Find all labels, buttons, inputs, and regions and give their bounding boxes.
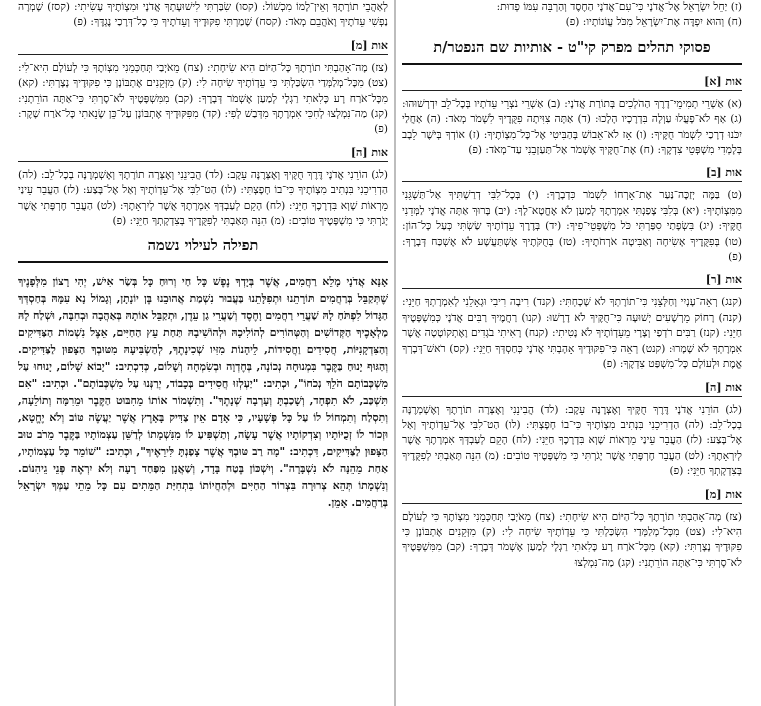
column-divider [394, 0, 396, 706]
letter-heading: אות [א] [402, 75, 742, 91]
prayer-title: תפילה לעילוי נשמה [18, 237, 388, 263]
letter-heading: אות [ה] [18, 146, 388, 162]
letter-heading: אות [מ] [18, 39, 388, 55]
verse-paragraph: (קנג) רְאֵה־עָנְיִי וְחַלְּצֵנִי כִּי־תוֹרָתְךָ לֹא שָׁכָחְתִּי: (קנד) רִיבָה רִיבִי וּגְאָלֵנִי לְאִמְרָתְךָ חַיֵּנִי: (קנה) רָחוֹק מֵרְשָׁעִים יְשׁוּעָה כִּי־חֻקֶּיךָ לֹא דָרָשׁוּ: (קנו) רַחֲמֶיךָ רַבִּים אֲדֹנָי כְּמִשְׁפָּטֶיךָ חַיֵּנִי: (קנז) רַבִּים רֹדְפַי וְצָרָי מֵעֵדְוֹתֶיךָ לֹא נָטִיתִי: (קנח) רָאִיתִי בֹגְדִים וָאֶתְקוֹטָטָה אֲשֶׁר אִמְרָתְךָ לֹא שָׁמָרוּ: (קנט) רְאֵה כִּי־פִקּוּדֶיךָ אָהָבְתִּי אֲדֹנָי כְּחַסְדְּךָ חַיֵּנִי: (קס) רֹאשׁ־דְּבָרְךָ אֱמֶת וּלְעוֹלָם כָּל־מִשְׁפַּט צִדְקֶךָ: (פ) [402, 296, 742, 371]
left-column [18, 0, 388, 706]
verse-paragraph: (ט) בַּמֶּה יְזַכֶּה־נַּעַר אֶת־אָרְחוֹ לִשְׁמֹר כִּדְבָרֶךָ: (י) בְּכָל־לִבִּי דְרַשְׁתִּיךָ אַל־תַּשְׁגֵּנִי מִמִּצְוֹתֶיךָ: (יא) בְּלִבִּי צָפַנְתִּי אִמְרָתֶךָ לְמַעַן לֹא אֶחֱטָא־לָךְ: (יב) בָּרוּךְ אַתָּה אֲדֹנָי לַמְּדֵנִי חֻקֶּיךָ: (יג) בִּשְׂפָתַי סִפַּרְתִּי כֹּל מִשְׁפְּטֵי־פִיךָ: (יד) בְּדֶרֶךְ עֵדְוֹתֶיךָ שַׂשְׂתִּי כְּעַל כָּל־הוֹן: (טו) בְּפִקֻּדֶיךָ אָשִׂיחָה וְאַבִּיטָה אֹרְחֹתֶיךָ: (טז) בְּחֻקֹּתֶיךָ אֶשְׁתַּעֲשָׁע לֹא אֶשְׁכַּח דְּבָרֶךָ: (פ) [402, 189, 742, 264]
verse-paragraph: (לג) הוֹרֵנִי אֲדֹנָי דֶּרֶךְ חֻקֶּיךָ וְאֶצְּרֶנָּה עֵקֶב: (לד) הֲבִינֵנִי וְאֶצְּרָה תוֹרָתֶךָ וְאֶשְׁמְרֶנָּה בְכָל־לֵב: (לה) הַדְרִיכֵנִי בִּנְתִיב מִצְוֹתֶיךָ כִּי־בוֹ חָפָצְתִּי: (לו) הַט־לִבִּי אֶל־עֵדְוֹתֶיךָ וְאַל אֶל־בָּצַע: (לז) הַעֲבֵר עֵינַי מֵרְאוֹת שָׁוְא בִּדְרָכֶךָ חַיֵּנִי: (לח) הָקֵם לְעַבְדְּךָ אִמְרָתֶךָ אֲשֶׁר לְיִרְאָתֶךָ: (לט) הַעֲבֵר חֶרְפָּתִי אֲשֶׁר יָגֹרְתִּי כִּי מִשְׁפָּטֶיךָ טוֹבִים: (מ) הִנֵּה תָּאַבְתִּי לְפִקֻּדֶיךָ בְּצִדְקָתְךָ חַיֵּנִי: (פ) [402, 403, 742, 478]
verse-line: (ז) יַחֵל יִשְׂרָאֵל אֶל־אֲדֹנָי כִּי־עִם־אֲדֹנָי הַחֶסֶד וְהַרְבֵּה עִמּוֹ פְדוּת: [496, 1, 742, 13]
verse-paragraph: (א) אַשְׁרֵי תְמִימֵי־דָרֶךְ הַהֹלְכִים בְּתוֹרַת אֲדֹנָי: (ב) אַשְׁרֵי נֹצְרֵי עֵדֹתָיו בְּכָל־לֵב יִדְרְשׁוּהוּ: (ג) אַף לֹא־פָעֲלוּ עַוְלָה בִּדְרָכָיו הָלָכוּ: (ד) אַתָּה צִוִּיתָה פִקֻּדֶיךָ לִשְׁמֹר מְאֹד: (ה) אַחֲלַי יִכֹּנוּ דְרָכַי לִשְׁמֹר חֻקֶּיךָ: (ו) אָז לֹא־אֵבוֹשׁ בְּהַבִּיטִי אֶל־כָּל־מִצְוֹתֶיךָ: (ז) אוֹדְךָ בְּיֹשֶׁר לֵבָב בְּלָמְדִי מִשְׁפְּטֵי צִדְקֶךָ: (ח) אֶת־חֻקֶּיךָ אֶשְׁמֹר אַל־תַּעַזְבֵנִי עַד־מְאֹד: (פ) [402, 97, 742, 157]
psalms-section-title: פסוקי תהלים מפרק קי"ט - אותיות שם הנפטר/ת [402, 39, 742, 65]
right-column [402, 0, 742, 706]
letter-heading: אות [ב] [402, 166, 742, 182]
verse-paragraph: (צז) מָה־אָהַבְתִּי תוֹרָתֶךָ כָּל־הַיּוֹם הִיא שִׂיחָתִי: (צח) מֵאֹיְבַי תְּחַכְּמֵנִי מִצְוֹתֶךָ כִּי לְעוֹלָם הִיא־לִי: (צט) מִכָּל־מְלַמְּדַי הִשְׂכַּלְתִּי כִּי עֵדְוֹתֶיךָ שִׂיחָה לִי: (ק) מִזְּקֵנִים אֶתְבּוֹנָן כִּי פִקּוּדֶיךָ נָצָרְתִּי: (קא) מִכָּל־אֹרַח רָע כָּלִאתִי רַגְלָי לְמַעַן אֶשְׁמֹר דְּבָרֶךָ: (קב) מִמִּשְׁפָּטֶיךָ לֹא־סָרְתִּי כִּי־אַתָּה הוֹרֵתָנִי: (קג) מַה־נִּמְלְצוּ לְחִכִּי אִמְרָתֶךָ מִדְּבַשׁ לְפִי: (קד) מִפִּקּוּדֶיךָ אֶתְבּוֹנָן עַל־כֵּן שָׂנֵאתִי כָּל־אֹרַח שָׁקֶר: (פ) [18, 61, 388, 136]
verse-paragraph: (צז) מָה־אָהַבְתִּי תוֹרָתֶךָ כָּל־הַיּוֹם הִיא שִׂיחָתִי: (צח) מֵאֹיְבַי תְּחַכְּמֵנִי מִצְוֹתֶךָ כִּי לְעוֹלָם הִיא־לִי: (צט) מִכָּל־מְלַמְּדַי הִשְׂכַּלְתִּי כִּי עֵדְוֹתֶיךָ שִׂיחָה לִי: (ק) מִזְּקֵנִים אֶתְבּוֹנָן כִּי פִקּוּדֶיךָ נָצָרְתִּי: (קא) מִכָּל־אֹרַח רָע כָּלִאתִי רַגְלָי לְמַעַן אֶשְׁמֹר דְּבָרֶךָ: (קב) מִמִּשְׁפָּטֶיךָ לֹא־סָרְתִּי כִּי־אַתָּה הוֹרֵתָנִי: (קג) מַה־נִּמְלְצוּ [402, 510, 742, 569]
verse-paragraph: לְאַהֲבֵי תוֹרָתֶךָ וְאֵין־לָמוֹ מִכְשׁוֹל: (קסו) שִׂבַּרְתִּי לִישׁוּעָתְךָ אֲדֹנָי וּמִצְוֹתֶיךָ עָשִׂיתִי: (קסז) שָׁמְרָה נַפְשִׁי עֵדֹתֶיךָ וָאֹהֲבֵם מְאֹד: (קסח) שָׁמַרְתִּי פִקּוּדֶיךָ וְעֵדֹתֶיךָ כִּי כָל־דְּרָכַי נֶגְדֶּךָ: (פ) [18, 1, 388, 29]
verse-line: (ח) וְהוּא יִפְדֶּה אֶת־יִשְׂרָאֵל מִכֹּל עֲוֹנוֹתָיו: (פ) [565, 16, 742, 29]
memorial-prayer-text: אָנָּא אֲדֹנָי מָלֵא רַחֲמִים, אֲשֶׁר בְּיָדְךָ נֶפֶשׁ כָּל חַי וְרוּחַ כָּל בְּשַׂר אִישׁ, יְהִי רָצוֹן מִלְּפָנֶיךָ שֶׁתְּקַבֵּל בְּרַחֲמִים תּוֹרָתֵנוּ וּתְפִלָּתֵנוּ בַּעֲבוּר נִשְׁמַת אֲהוּבֵנוּ בֶּן יוֹנָתָן, וְגָמוֹל נָא עִמָּהּ בְּחַסְדְּךָ הַגָּדוֹל לִפְתֹּחַ לָהּ שַׁעֲרֵי רַחֲמִים וָחֶסֶד וְשַׁעֲרֵי גַן עֵדֶן, וּתְקַבֵּל אוֹתָהּ בְּאַהֲבָה וּבְחִבָּה, וּשְׁלַח לָהּ מַלְאָכֶיךָ הַקְּדוֹשִׁים וְהַטְּהוֹרִים לְהוֹלִיכָהּ וּלְהוֹשִׁיבָהּ תַּחַת עֵץ הַחַיִּים, אֵצֶל נִשְׁמוֹת הַצַּדִּיקִים וְהַצִּדְקָנִיּוֹת, חֲסִידִים וַחֲסִידוֹת, לֵיהָנוֹת מִזִּיו שְׁכִינָתֶךָ, לְהַשְׂבִּיעָהּ מִטּוּבְךָ הַצָּפוּן לַצַּדִּיקִים. וְהַגּוּף יָנוּחַ בַּקֶּבֶר בִּמְנוּחָה נְכוֹנָה, בְּחֶדְוָה וּבְשִׂמְחָה וְשָׁלוֹם, כְּדִכְתִיב: "יָבוֹא שָׁלוֹם, יָנוּחוּ עַל מִשְׁכְּבוֹתָם הֹלֵךְ נְכֹחוֹ", וּכְתִיב: "יַעְלְזוּ חֲסִידִים בְּכָבוֹד, יְרַנְּנוּ עַל מִשְׁכְּבוֹתָם". וּכְתִיב: "אִם תִּשְׁכַּב, לֹא תִפְחָד, וְשָׁכַבְתָּ וְעָרְבָה שְׁנָתֶךָ". וְתִשְׁמוֹר אוֹתוֹ מֵחִבּוּט הַקֶּבֶר וּמֵרִמָּה וְתוֹלֵעָה, וְתִסְלַח וְתִמְחוֹל לוֹ עַל כָּל פְּשָׁעָיו, כִּי אָדָם אֵין צַדִּיק בָּאָרֶץ אֲשֶׁר יַעֲשֶׂה טּוֹב וְלֹא יֶחֱטָא, וּזְכוֹר לוֹ זְכֻיּוֹתָיו וְצִדְקוֹתָיו אֲשֶׁר עָשָׂה, וְתַשְׁפִּיעַ לוֹ מִנִּשְׁמָתוֹ לְדַשֵּׁן עַצְמוֹתָיו בַּקֶּבֶר מֵרֹב טוּב הַצָּפוּן לַצַּדִּיקִים, דִּכְתִיב: "מָה רַב טּוּבְךָ אֲשֶׁר צָפַנְתָּ לִּירֵאֶיךָ", וּכְתִיב: "שׁוֹמֵר כָּל עַצְמוֹתָיו, אַחַת מֵהֵנָּה לֹא נִשְׁבָּרָה". וְיִשְׁכּוֹן בֶּטַח בָּדָד, וְשַׁאֲנָן מִפַּחַד רָעָה וְלֹא יִרְאֶה פְּנֵי גֵיהִנּוֹם. וְנִשְׁמָתוֹ תְּהֵא צְרוּרָה בִּצְרוֹר הַחַיִּים וּלְהַחֲיוֹתוֹ בִּתְחִיַּת הַמֵּתִים עִם כָּל מֵתֵי עַמְּךָ יִשְׂרָאֵל בְּרַחֲמִים. אָמֵן. [18, 275, 388, 510]
verse-paragraph: (לג) הוֹרֵנִי אֲדֹנָי דֶּרֶךְ חֻקֶּיךָ וְאֶצְּרֶנָּה עֵקֶב: (לד) הֲבִינֵנִי וְאֶצְּרָה תוֹרָתֶךָ וְאֶשְׁמְרֶנָּה בְכָל־לֵב: (לה) הַדְרִיכֵנִי בִּנְתִיב מִצְוֹתֶיךָ כִּי־בוֹ חָפָצְתִּי: (לו) הַט־לִבִּי אֶל־עֵדְוֹתֶיךָ וְאַל אֶל־בָּצַע: (לז) הַעֲבֵר עֵינַי מֵרְאוֹת שָׁוְא בִּדְרָכֶךָ חַיֵּנִי: (לח) הָקֵם לְעַבְדְּךָ אִמְרָתֶךָ אֲשֶׁר לְיִרְאָתֶךָ: (לט) הַעֲבֵר חֶרְפָּתִי אֲשֶׁר יָגֹרְתִּי כִּי מִשְׁפָּטֶיךָ טוֹבִים: (מ) הִנֵּה תָּאַבְתִּי לְפִקֻּדֶיךָ בְּצִדְקָתְךָ חַיֵּנִי: (פ) [18, 168, 388, 228]
letter-heading: אות [ה] [402, 381, 742, 397]
letter-heading: אות [ר] [402, 273, 742, 289]
letter-heading: אות [מ] [402, 488, 742, 504]
